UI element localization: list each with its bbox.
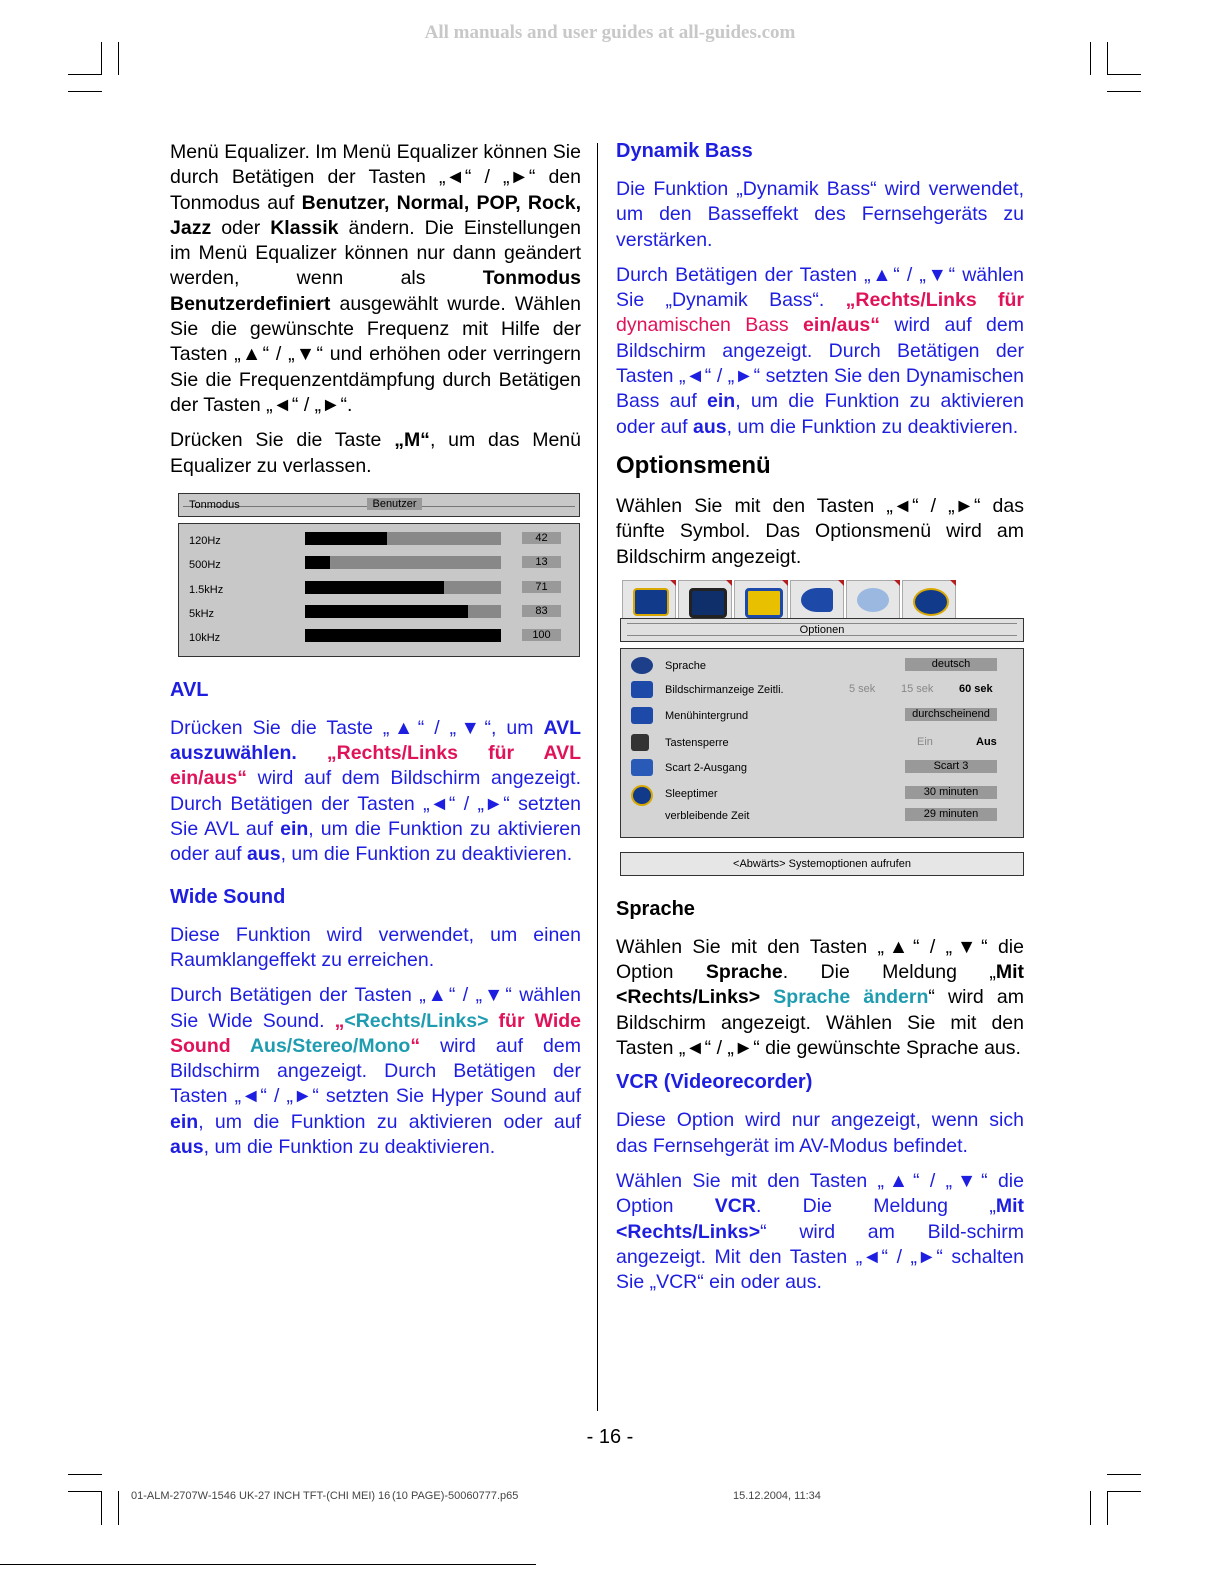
wide-sound-text: Durch Betätigen der Tasten „▲“ / „▼“ wählen Sie Wide Sound. „<Rechts/Links> für Wide Sound Aus/Stereo/Mono“ wird auf dem Bildschirm angezeigt. Durch Betätigen der Tasten „◄“ / „►“ setzten Sie Hyper Sound auf ein, um die Funktion zu aktivieren oder auf aus, um die Funktion zu deaktivieren. — [170, 984, 581, 1159]
vcr-text: Wählen Sie mit den Tasten „▲“ / „▼“ die Option VCR. Die Meldung „Mit <Rechts/Links>“ wird am Bild-schirm angezeigt. Mit den Tasten „◄“ / „►“ schalten Sie „VCR“ ein oder aus. — [616, 1169, 1024, 1294]
crop-mark — [1107, 91, 1141, 92]
sleep-icon — [631, 785, 653, 806]
crop-mark — [1107, 1491, 1141, 1492]
dynamik-bass-text: Durch Betätigen der Tasten „▲“ / „▼“ wählen Sie „Dynamik Bass“. „Rechts/Links für dynamischen Bass ein/aus“ wird auf dem Bildschirm angezeigt. Durch Betätigen der Tasten „◄“ / „►“ setzten Sie den Dynamischen Bass auf ein, um die Funktion zu aktivieren oder auf aus, um die Funktion zu deaktivieren. — [616, 263, 1024, 438]
wide-sound-heading: Wide Sound — [170, 885, 286, 908]
option-value: deutsch — [905, 658, 997, 671]
band-fill — [305, 605, 468, 618]
crop-mark — [118, 42, 119, 75]
band-freq: 120Hz — [189, 534, 221, 547]
equalizer-exit: Drücken Sie die Taste „M“, um das Menü Equalizer zu verlassen. — [170, 429, 581, 477]
option-label: Sleeptimer — [665, 787, 718, 800]
option-value: Scart 3 — [905, 760, 997, 773]
wide-sound-intro: Diese Funktion wird verwendet, um einen Raumklangeffekt zu erreichen. — [170, 923, 581, 971]
band-fill — [305, 532, 387, 545]
crop-mark — [1107, 42, 1108, 75]
band-fill — [305, 581, 444, 594]
right-column — [616, 140, 1024, 1305]
crop-mark — [118, 1491, 119, 1525]
band-slider — [305, 532, 501, 545]
option-label: Tastensperre — [665, 736, 729, 749]
band-slider — [305, 581, 501, 594]
page-number: - 16 - — [586, 1426, 634, 1448]
band-value: 42 — [522, 532, 561, 544]
install-icon — [902, 580, 956, 619]
band-slider — [305, 605, 501, 618]
picture-icon — [622, 580, 676, 619]
band-value: 71 — [522, 581, 561, 593]
equalizer-screen — [172, 489, 580, 655]
option-row-sleeptimer[interactable] — [621, 783, 1023, 805]
option-row-sprache[interactable] — [621, 655, 1023, 677]
option-choice: 5 sek — [849, 682, 876, 695]
bottom-rule — [0, 1564, 536, 1565]
crop-mark — [68, 91, 102, 92]
crop-mark — [1107, 1491, 1108, 1525]
band-freq: 10kHz — [189, 631, 221, 644]
option-value: 29 minuten — [905, 808, 997, 821]
option-label: Bildschirmanzeige Zeitli. — [665, 683, 784, 696]
clock-screen-icon — [631, 681, 653, 698]
left-column — [170, 140, 581, 1170]
equalizer-intro: Menü Equalizer. Im Menü Equalizer können Sie durch Betätigen der Tasten „◄“ / „►“ den Tonmodus auf Benutzer, Normal, POP, Rock, Jazz oder Klassik ändern. Die Einstellungen im Menü Equalizer können nur dann geändert werden, wenn als Tonmodus Benutzerdefiniert ausgewählt wurde. Wählen Sie die gewünschte Frequenz mit Hilfe der Tasten „▲“ / „▼“ und erhöhen oder verringern Sie die Frequenzentdämpfung durch Betätigen der Tasten „◄“ / „►“. — [170, 141, 581, 416]
equalizer-bands — [178, 523, 580, 657]
band-value: 13 — [522, 556, 561, 568]
globe-icon — [631, 657, 653, 674]
option-row-scart[interactable] — [621, 757, 1023, 779]
crop-mark — [101, 42, 102, 75]
crop-mark — [1107, 1474, 1141, 1475]
dynamik-bass-heading: Dynamik Bass — [616, 140, 753, 162]
sprache-heading: Sprache — [616, 897, 695, 920]
options-menu-screen — [618, 580, 1026, 876]
tonmodus-value: Benutzer — [367, 498, 422, 510]
option-row-menu-background[interactable] — [621, 705, 1023, 727]
system-options-hint: <Abwärts> Systemoptionen aufrufen — [620, 852, 1024, 876]
band-freq: 5kHz — [189, 607, 215, 620]
option-choice: Ein — [917, 735, 933, 748]
band-row — [179, 603, 579, 623]
footer-date: 15.12.2004, 11:34 — [733, 1490, 821, 1502]
crop-mark — [68, 74, 102, 75]
sound-icon — [790, 580, 844, 619]
footer-page: 16 — [378, 1490, 391, 1502]
band-slider — [305, 629, 501, 642]
option-row-key-lock[interactable] — [621, 732, 1023, 754]
band-row — [179, 530, 579, 550]
crop-mark — [1090, 1491, 1091, 1525]
band-freq: 500Hz — [189, 558, 221, 571]
options-list — [620, 648, 1024, 838]
lock-icon — [631, 734, 649, 751]
scart-icon — [631, 759, 653, 776]
band-value: 100 — [522, 629, 561, 641]
avl-heading: AVL — [170, 678, 209, 701]
watermark: All manuals and user guides at all-guides.com — [424, 22, 796, 43]
band-slider — [305, 556, 501, 569]
crop-mark — [101, 1491, 102, 1525]
crop-mark — [68, 1491, 102, 1492]
option-label: Sprache — [665, 659, 706, 672]
option-value: durchscheinend — [905, 708, 997, 721]
tonmodus-label: Tonmodus — [189, 498, 240, 511]
footer-file-suffix: (10 PAGE)-50060777.p65 — [392, 1490, 519, 1502]
band-freq: 1.5kHz — [189, 583, 224, 596]
vcr-intro: Diese Option wird nur angezeigt, wenn sich das Fernsehgerät im AV-Modus befindet. — [616, 1109, 1024, 1157]
screen-icon — [678, 580, 732, 619]
option-choice-selected: 60 sek — [959, 682, 993, 695]
column-divider — [597, 143, 598, 1411]
optionsmenu-heading: Optionsmenü — [616, 451, 771, 479]
vcr-heading: VCR (Videorecorder) — [616, 1071, 813, 1094]
band-fill — [305, 556, 330, 569]
option-label: verbleibende Zeit — [665, 809, 750, 822]
option-choice-selected: Aus — [976, 735, 997, 748]
dynamik-bass-intro: Die Funktion „Dynamik Bass“ wird verwendet, um den Basseffekt des Fernsehgeräts zu verstärken. — [616, 178, 1024, 251]
background-icon — [631, 707, 653, 724]
band-value: 83 — [522, 605, 561, 617]
tonmodus-bar — [178, 493, 580, 517]
crop-mark — [68, 1474, 102, 1475]
option-choice: 15 sek — [901, 682, 934, 695]
sprache-text: Wählen Sie mit den Tasten „▲“ / „▼“ die Option Sprache. Die Meldung „Mit <Rechts/Links> Sprache ändern“ wird am Bildschirm angezeigt. Wählen Sie mit den Tasten „◄“ / „►“ die gewünschte Sprache aus. — [616, 935, 1024, 1060]
option-value: 30 minuten — [905, 786, 997, 799]
band-row — [179, 627, 579, 647]
footer-file: 01-ALM-2707W-1546 UK-27 INCH TFT-(CHI MEI) — [131, 1490, 376, 1502]
optionsmenu-intro: Wählen Sie mit den Tasten „◄“ / „►“ das fünfte Symbol. Das Optionsmenü wird am Bildschirm angezeigt. — [616, 494, 1024, 568]
band-row — [179, 554, 579, 574]
band-row — [179, 579, 579, 599]
options-icon — [846, 580, 900, 619]
option-row-remaining-time — [621, 805, 1023, 827]
option-label: Menühintergrund — [665, 709, 749, 722]
options-title: Optionen — [799, 623, 845, 636]
feature-icon — [734, 580, 788, 619]
band-fill — [305, 629, 501, 642]
avl-text: Drücken Sie die Taste „▲“ / „▼“, um AVL auszuwählen. „Rechts/Links für AVL ein/aus“ wird auf dem Bildschirm angezeigt. Durch Betätigen der Tasten „◄“ / „►“ setzten Sie AVL auf ein, um die Funktion zu aktivieren oder auf aus, um die Funktion zu deaktivieren. — [170, 716, 581, 866]
crop-mark — [1107, 74, 1141, 75]
option-label: Scart 2-Ausgang — [665, 761, 747, 774]
crop-mark — [1090, 42, 1091, 75]
option-row-osd-timeout[interactable] — [621, 679, 1023, 701]
options-title-bar — [620, 618, 1024, 642]
